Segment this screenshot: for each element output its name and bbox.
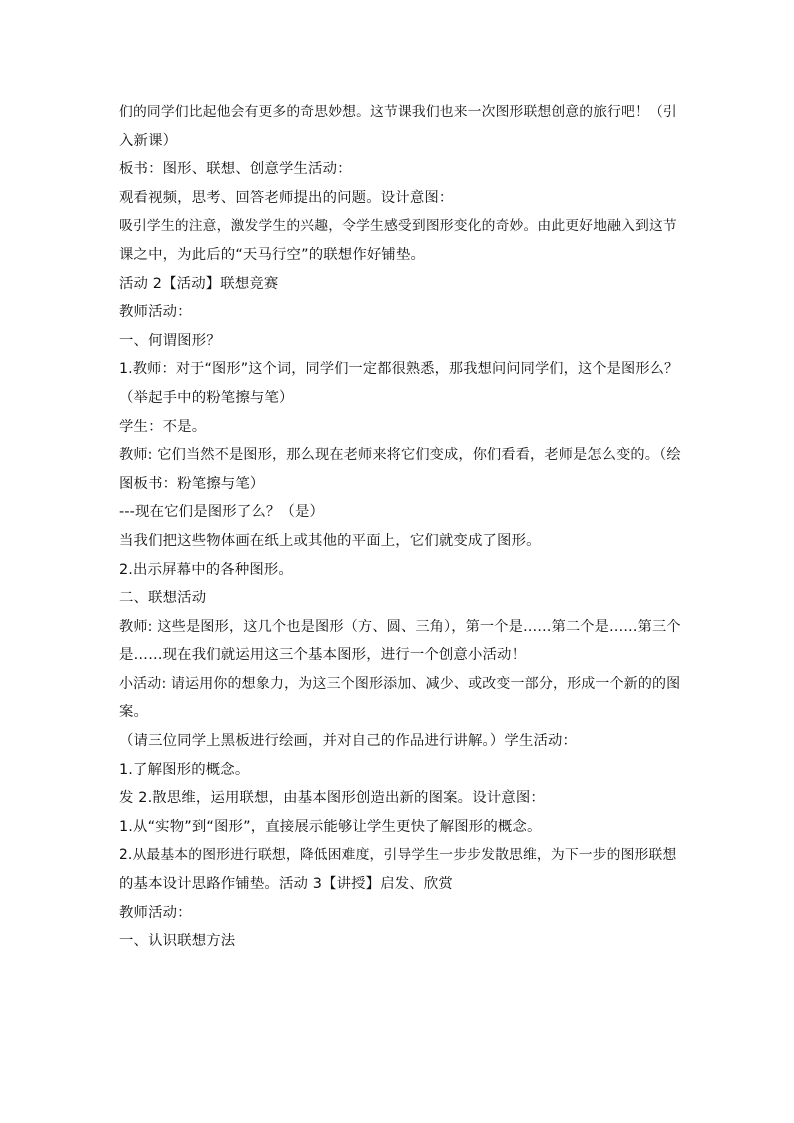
section-heading: 二、联想活动 [119, 590, 207, 607]
text-line: 1.教师：对于“图形”这个词，同学们一定都很熟悉，那我想问问同学们，这个是图形么？ [119, 361, 679, 378]
text-line: 发 2.散思维，运用联想，由基本图形创造出新的图案。设计意图： [119, 790, 545, 807]
text-line: 小活动: 请运用你的想象力，为这三个图形添加、减少、或改变一部分，形成一个新的的图 [119, 675, 681, 692]
section-heading: 一、认识联想方法 [119, 933, 236, 950]
text-line: 的基本设计思路作铺垫。活动 3【讲授】启发、欣赏 [119, 876, 453, 893]
text-line: 板书：图形、联想、创意学生活动： [119, 161, 352, 178]
text-line: 课之中，为此后的“天马行空”的联想作好铺垫。 [119, 246, 426, 263]
text-line: 教师活动： [119, 304, 192, 321]
text-line: 入新课） [119, 132, 178, 149]
text-line: 1.了解图形的概念。 [119, 761, 250, 778]
text-line: （请三位同学上黑板进行绘画，并对自己的作品进行讲解。）学生活动： [119, 733, 578, 750]
text-line: 教师活动： [119, 904, 192, 921]
text-line: 吸引学生的注意，激发学生的兴趣，令学生感受到图形变化的奇妙。由此更好地融入到这节 [119, 218, 677, 235]
text-line: （举起手中的粉笔擦与笔） [119, 389, 294, 406]
text-line: 教师: 这些是图形，这几个也是图形（方、圆、三角），第一个是……第二个是……第三个 [119, 618, 681, 635]
text-line: 观看视频，思考、回答老师提出的问题。设计意图： [119, 189, 454, 206]
section-heading: 活动 2【活动】联想竞赛 [119, 275, 279, 292]
section-heading: 一、何谓图形？ [119, 332, 221, 349]
text-line: 学生：不是。 [119, 418, 207, 435]
text-line: 当我们把这些物体画在纸上或其他的平面上，它们就变成了图形。 [119, 532, 541, 549]
text-line: 2.从最基本的图形进行联想，降低困难度，引导学生一步步发散思维，为下一步的图形联想 [119, 847, 677, 864]
text-line: 图板书：粉笔擦与笔） [119, 475, 265, 492]
text-line: 教师: 它们当然不是图形，那么现在老师来将它们变成，你们看看，老师是怎么变的。（绘 [119, 447, 681, 464]
text-line: 是……现在我们就运用这三个基本图形，进行一个创意小活动！ [119, 647, 527, 664]
text-line: 1.从“实物”到“图形”，直接展示能够让学生更快了解图形的概念。 [119, 818, 542, 835]
text-line: 2.出示屏幕中的各种图形。 [119, 561, 293, 578]
text-line: ---现在它们是图形了么？（是） [119, 504, 325, 521]
document-body [119, 98, 684, 956]
text-line: 们的同学们比起他会有更多的奇思妙想。这节课我们也来一次图形联想创意的旅行吧！（引 [119, 104, 677, 120]
text-line: 案。 [119, 704, 149, 721]
